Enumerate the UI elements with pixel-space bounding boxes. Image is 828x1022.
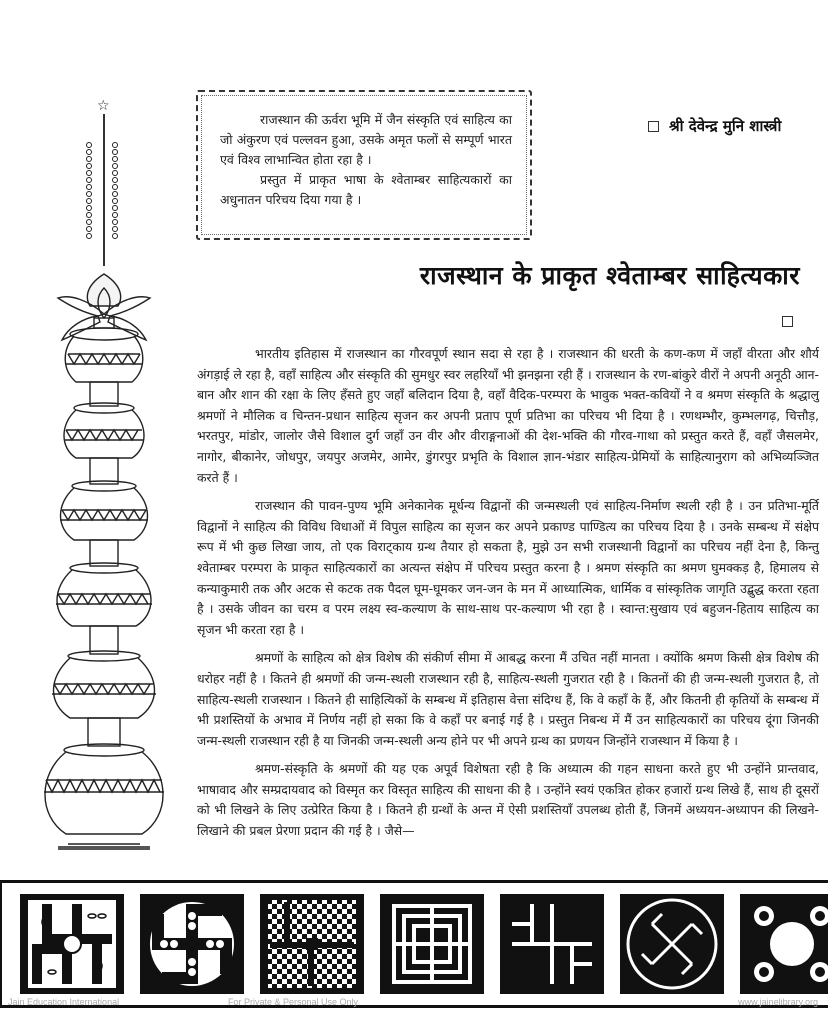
floral-circle-tile-icon: [740, 894, 828, 994]
abstract-paragraph: प्रस्तुत में प्राकृत भाषा के श्वेताम्बर साहित्यकारों का अधुनातन परिचय दिया गया है ।: [220, 172, 512, 207]
swastika-checker-tile-icon: [260, 894, 364, 994]
swastika-beads-tile-icon: [140, 894, 244, 994]
footer-usage-note: For Private & Personal Use Only: [228, 997, 359, 1007]
article-paragraph: भारतीय इतिहास में राजस्थान का गौरवपूर्ण स्थान सदा से रहा है । राजस्थान की धरती के कण-कण में जहाँ वीरता और शौर्य अंगड़ाई ले रहा है, वहाँ साहित्य और संस्कृति की सुमधुर स्वर लहरियाँ भी झनझना रही हैं । राजस्थान के रण-बांकुरे वीरों ने अपनी अनूठी आन-बान और शान की रक्षा के लिए हँसते हुए जहाँ बलिदान दिया है, वहाँ वैदिक-परम्परा के भावुक भक्त-कवियों ने व श्रमण संस्कृति के श्रद्धालु श्रमणों ने मौलिक व चिन्तन-प्रधान साहित्य सृजन कर अपनी प्रताप पूर्ण प्रतिभा का परिचय भी दिया है । रणथम्भौर, कुम्भलगढ़, चित्तौड़, भरतपुर, मांडोर, जालोर जैसे विशाल दुर्ग जहाँ उन वीर और वीराङ्गनाओं की देश-भक्ति की गौरव-गाथा को प्रस्तुत करते हैं, वहाँ जैसलमेर, नागोर, बीकानेर, जोधपुर, जयपुर अजमेर, आमेर, डुंगरपुर प्रभृति के विशाल ज्ञान-भंडार साहित्य-प्रेमियों के साहित्यानुराग को अभिव्यञ्जित करते हैं ।: [197, 346, 819, 485]
abstract-paragraph: राजस्थान की ऊर्वरा भूमि में जैन संस्कृति एवं साहित्य का जो अंकुरण एवं पल्लवन हुआ, उसके अमृत फलों से सम्पूर्ण भारत एवं विश्व लाभान्वित होता रहा है ।: [220, 112, 512, 167]
footer-watermark: [0, 997, 828, 1011]
article-title: राजस्थान के प्राकृत श्वेताम्बर साहित्यकार: [419, 261, 800, 290]
bead-chain-right: [112, 142, 120, 239]
kalash-tower-illustration: [18, 270, 190, 870]
article-body: [197, 344, 819, 850]
abstract-box: [196, 90, 532, 240]
article-paragraph: राजस्थान की पावन-पुण्य भूमि अनेकानेक मूर्धन्य विद्वानों की जन्मस्थली एवं साहित्य-निर्माण स्थली रही है । उन प्रतिभा-मूर्ति विद्वानों ने साहित्य की विविध विधाओं में विपुल साहित्य का सृजन कर अपने प्रकाण्ड पाण्डित्य का परिचय दिया है । उनके सम्बन्ध में संक्षेप रूप में भी कुछ लिखा जाय, तो एक विराट्काय ग्रन्थ तैयार हो सकता है, मुझे उन सभी राजस्थानी विद्वानों का परिचय नहीं देना है, किन्तु श्वेताम्बर परम्परा के प्राकृत साहित्यकारों का अत्यन्त संक्षेप में परिचय प्रस्तुत करना है । श्रमण संस्कृति का श्रमण घुमक्कड़ है, हिमालय से कन्याकुमारी तक और अटक से कटक तक पैदल घूम-घूमकर जन-जन के मन में आध्यात्मिक, धार्मिक व सांस्कृतिक जागृति उद्बुद्ध करता रहता है । उसके जीवन का चरम व परम लक्ष्य स्व-कल्याण के साथ-साथ पर-कल्याण भी रहा है । स्वान्त:सुखाय एवं बहुजन-हिताय साहित्य का सृजन भी करता रहा है ।: [197, 498, 819, 637]
article-paragraph: श्रमण-संस्कृति के श्रमणों की यह एक अपूर्व विशेषता रही है कि अध्यात्म की गहन साधना करते हुए भी उन्होंने प्रान्तवाद, भाषावाद और सम्प्रदायवाद को विस्मृत कर विस्तृत साहित्य की साधना की है । उन्होंने स्वयं एकत्रित होकर हजारों ग्रन्थ लिखे हैं, साथ ही दूसरों को भी लिखने के लिए उत्प्रेरित किया है । कितने ही ग्रन्थों के अन्त में ऐसी प्रशस्तियाँ उपलब्ध होती हैं, जिनमें अध्ययन-अध्यापन की लिखने-लिखाने की प्रबल प्रेरणा प्रदान की गई है । जैसे—: [197, 761, 819, 839]
star-icon: ☆: [97, 98, 110, 114]
decorative-footer-band: [0, 880, 828, 1008]
footer-website-link[interactable]: www.jainelibrary.org: [738, 997, 818, 1007]
swastika-bold-tile-icon: [500, 894, 604, 994]
swastika-circle-tile-icon: [620, 894, 724, 994]
article-paragraph: श्रमणों के साहित्य को क्षेत्र विशेष की संकीर्ण सीमा में आबद्ध करना मैं उचित नहीं मानता । क्योंकि श्रमण किसी क्षेत्र विशेष की धरोहर नहीं है । कितने ही श्रमणों की जन्म-स्थली राजस्थान रही है, साहित्य-स्थली गुजरात रही है । कितनों की ही जन्म-स्थली गुजरात है, तो साहित्य-स्थली राजस्थान । कितने ही साहित्यिकों के सम्बन्ध में इतिहास वेत्ता संदिग्ध हैं, कि वे कहाँ के हैं, और कितनी ही कृतियों के सम्बन्ध में भी प्रशस्तियों के अभाव में निर्णय नहीं हो सका कि वे कहाँ पर बनाई गई है । प्रस्तुत निबन्ध में मैं उन साहित्यकारों का परिचय दूंगा जिनकी जन्म-स्थली राजस्थान रही है या जिनकी जन्म-स्थली अन्य होने पर भी अपने ग्रन्थ का प्रणयन जिन्होंने राजस्थान में किया है ।: [197, 650, 819, 748]
square-bullet-icon: [782, 316, 793, 327]
bead-chain-left: [86, 142, 94, 239]
square-bullet-icon: [648, 121, 659, 132]
footer-publisher: Jain Education International: [8, 997, 120, 1007]
author-byline: [648, 116, 781, 136]
swastika-maze-tile-icon: [380, 894, 484, 994]
swastika-leaf-tile-icon: [20, 894, 124, 994]
author-name: श्री देवेन्द्र मुनि शास्त्री: [669, 117, 782, 135]
decorative-pole: [103, 114, 105, 266]
